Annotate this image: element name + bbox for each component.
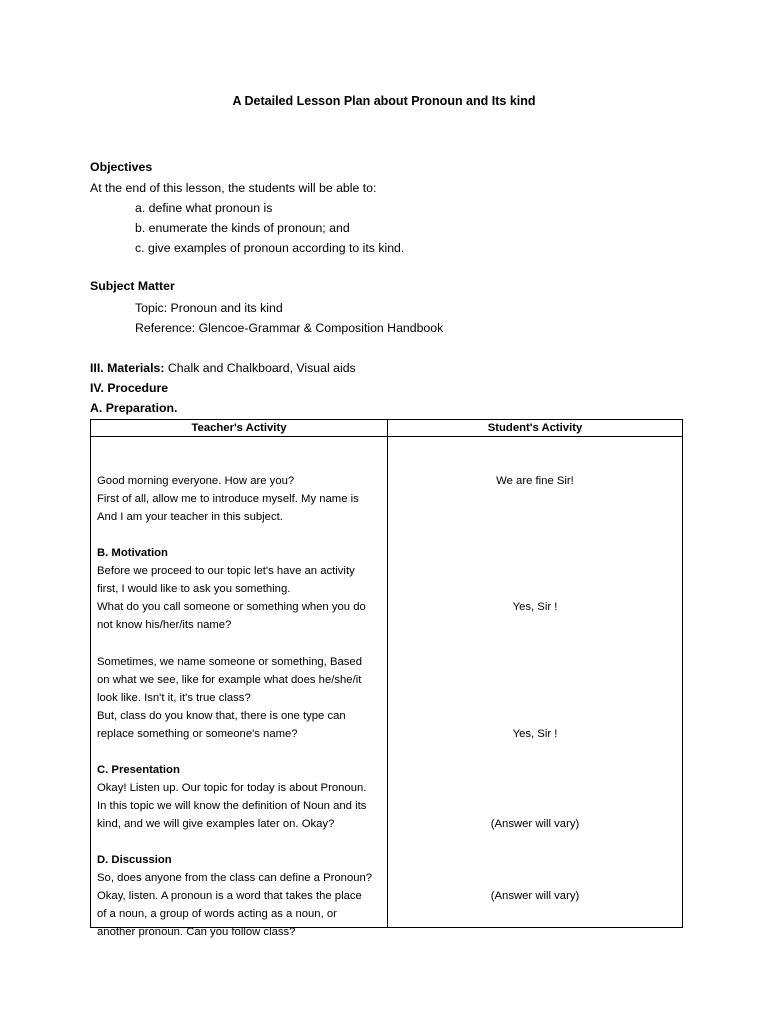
teacher-line: Before we proceed to our topic let's have an activity <box>97 565 355 577</box>
document-title: A Detailed Lesson Plan about Pronoun and Its kind <box>232 94 536 108</box>
objectives-intro: At the end of this lesson, the students will be able to: <box>90 181 377 195</box>
student-line: We are fine Sir! <box>496 475 574 487</box>
preparation-heading: A. Preparation. <box>90 401 178 415</box>
student-line: (Answer will vary) <box>490 890 580 902</box>
teacher-line: And I am your teacher in this subject. <box>97 511 283 523</box>
teacher-activity-cell <box>91 437 388 938</box>
teacher-line: first, I would like to ask you something. <box>97 583 291 595</box>
teacher-line: look like. Isn't it, it's true class? <box>97 692 251 704</box>
teacher-line: Okay, listen. A pronoun is a word that takes the place <box>97 890 362 902</box>
student-line: Yes, Sir ! <box>512 601 558 613</box>
teacher-line: So, does anyone from the class can define a Pronoun? <box>97 872 373 884</box>
teacher-line: Okay! Listen up. Our topic for today is about Pronoun. <box>97 782 367 794</box>
materials-label: III. Materials: <box>90 361 165 375</box>
teacher-line: on what we see, like for example what does he/she/it <box>97 674 362 686</box>
teacher-line: replace something or someone's name? <box>97 728 298 740</box>
teacher-line: kind, and we will give examples later on. Okay? <box>97 818 335 830</box>
objective-item: a. define what pronoun is <box>135 201 273 215</box>
teacher-line: another pronoun. Can you follow class? <box>97 926 296 938</box>
subject-matter-heading: Subject Matter <box>90 279 175 293</box>
teacher-line: Sometimes, we name someone or something, Based <box>97 656 362 668</box>
objective-item: b. enumerate the kinds of pronoun; and <box>135 221 350 235</box>
table-header-row <box>91 420 683 437</box>
teacher-line: What do you call someone or something when you do <box>97 601 366 613</box>
teacher-activity-header: Teacher's Activity <box>91 420 388 437</box>
activity-table <box>90 419 683 938</box>
student-activity-header: Student's Activity <box>388 420 683 437</box>
objective-item: c. give examples of pronoun according to its kind. <box>135 241 405 255</box>
table-row <box>91 437 683 928</box>
objectives-heading: Objectives <box>90 160 153 174</box>
student-line: (Answer will vary) <box>490 818 580 830</box>
presentation-heading: C. Presentation <box>97 764 180 776</box>
discussion-heading: D. Discussion <box>97 854 172 866</box>
motivation-heading: B. Motivation <box>97 547 168 559</box>
subject-reference: Reference: Glencoe-Grammar & Composition Handbook <box>135 321 444 335</box>
teacher-line: Good morning everyone. How are you? <box>97 475 295 487</box>
materials-line <box>90 358 356 378</box>
subject-topic: Topic: Pronoun and its kind <box>135 301 283 315</box>
teacher-line: of a noun, a group of words acting as a noun, or <box>97 908 337 920</box>
teacher-line: But, class do you know that, there is one type can <box>97 710 346 722</box>
teacher-line: not know his/her/its name? <box>97 619 232 631</box>
procedure-heading: IV. Procedure <box>90 381 169 395</box>
teacher-line: In this topic we will know the definition of Noun and its <box>97 800 367 812</box>
student-activity-cell <box>388 437 683 928</box>
teacher-line: First of all, allow me to introduce myself. My name is <box>97 493 359 505</box>
student-line: Yes, Sir ! <box>512 728 558 740</box>
materials-value: Chalk and Chalkboard, Visual aids <box>167 361 356 375</box>
